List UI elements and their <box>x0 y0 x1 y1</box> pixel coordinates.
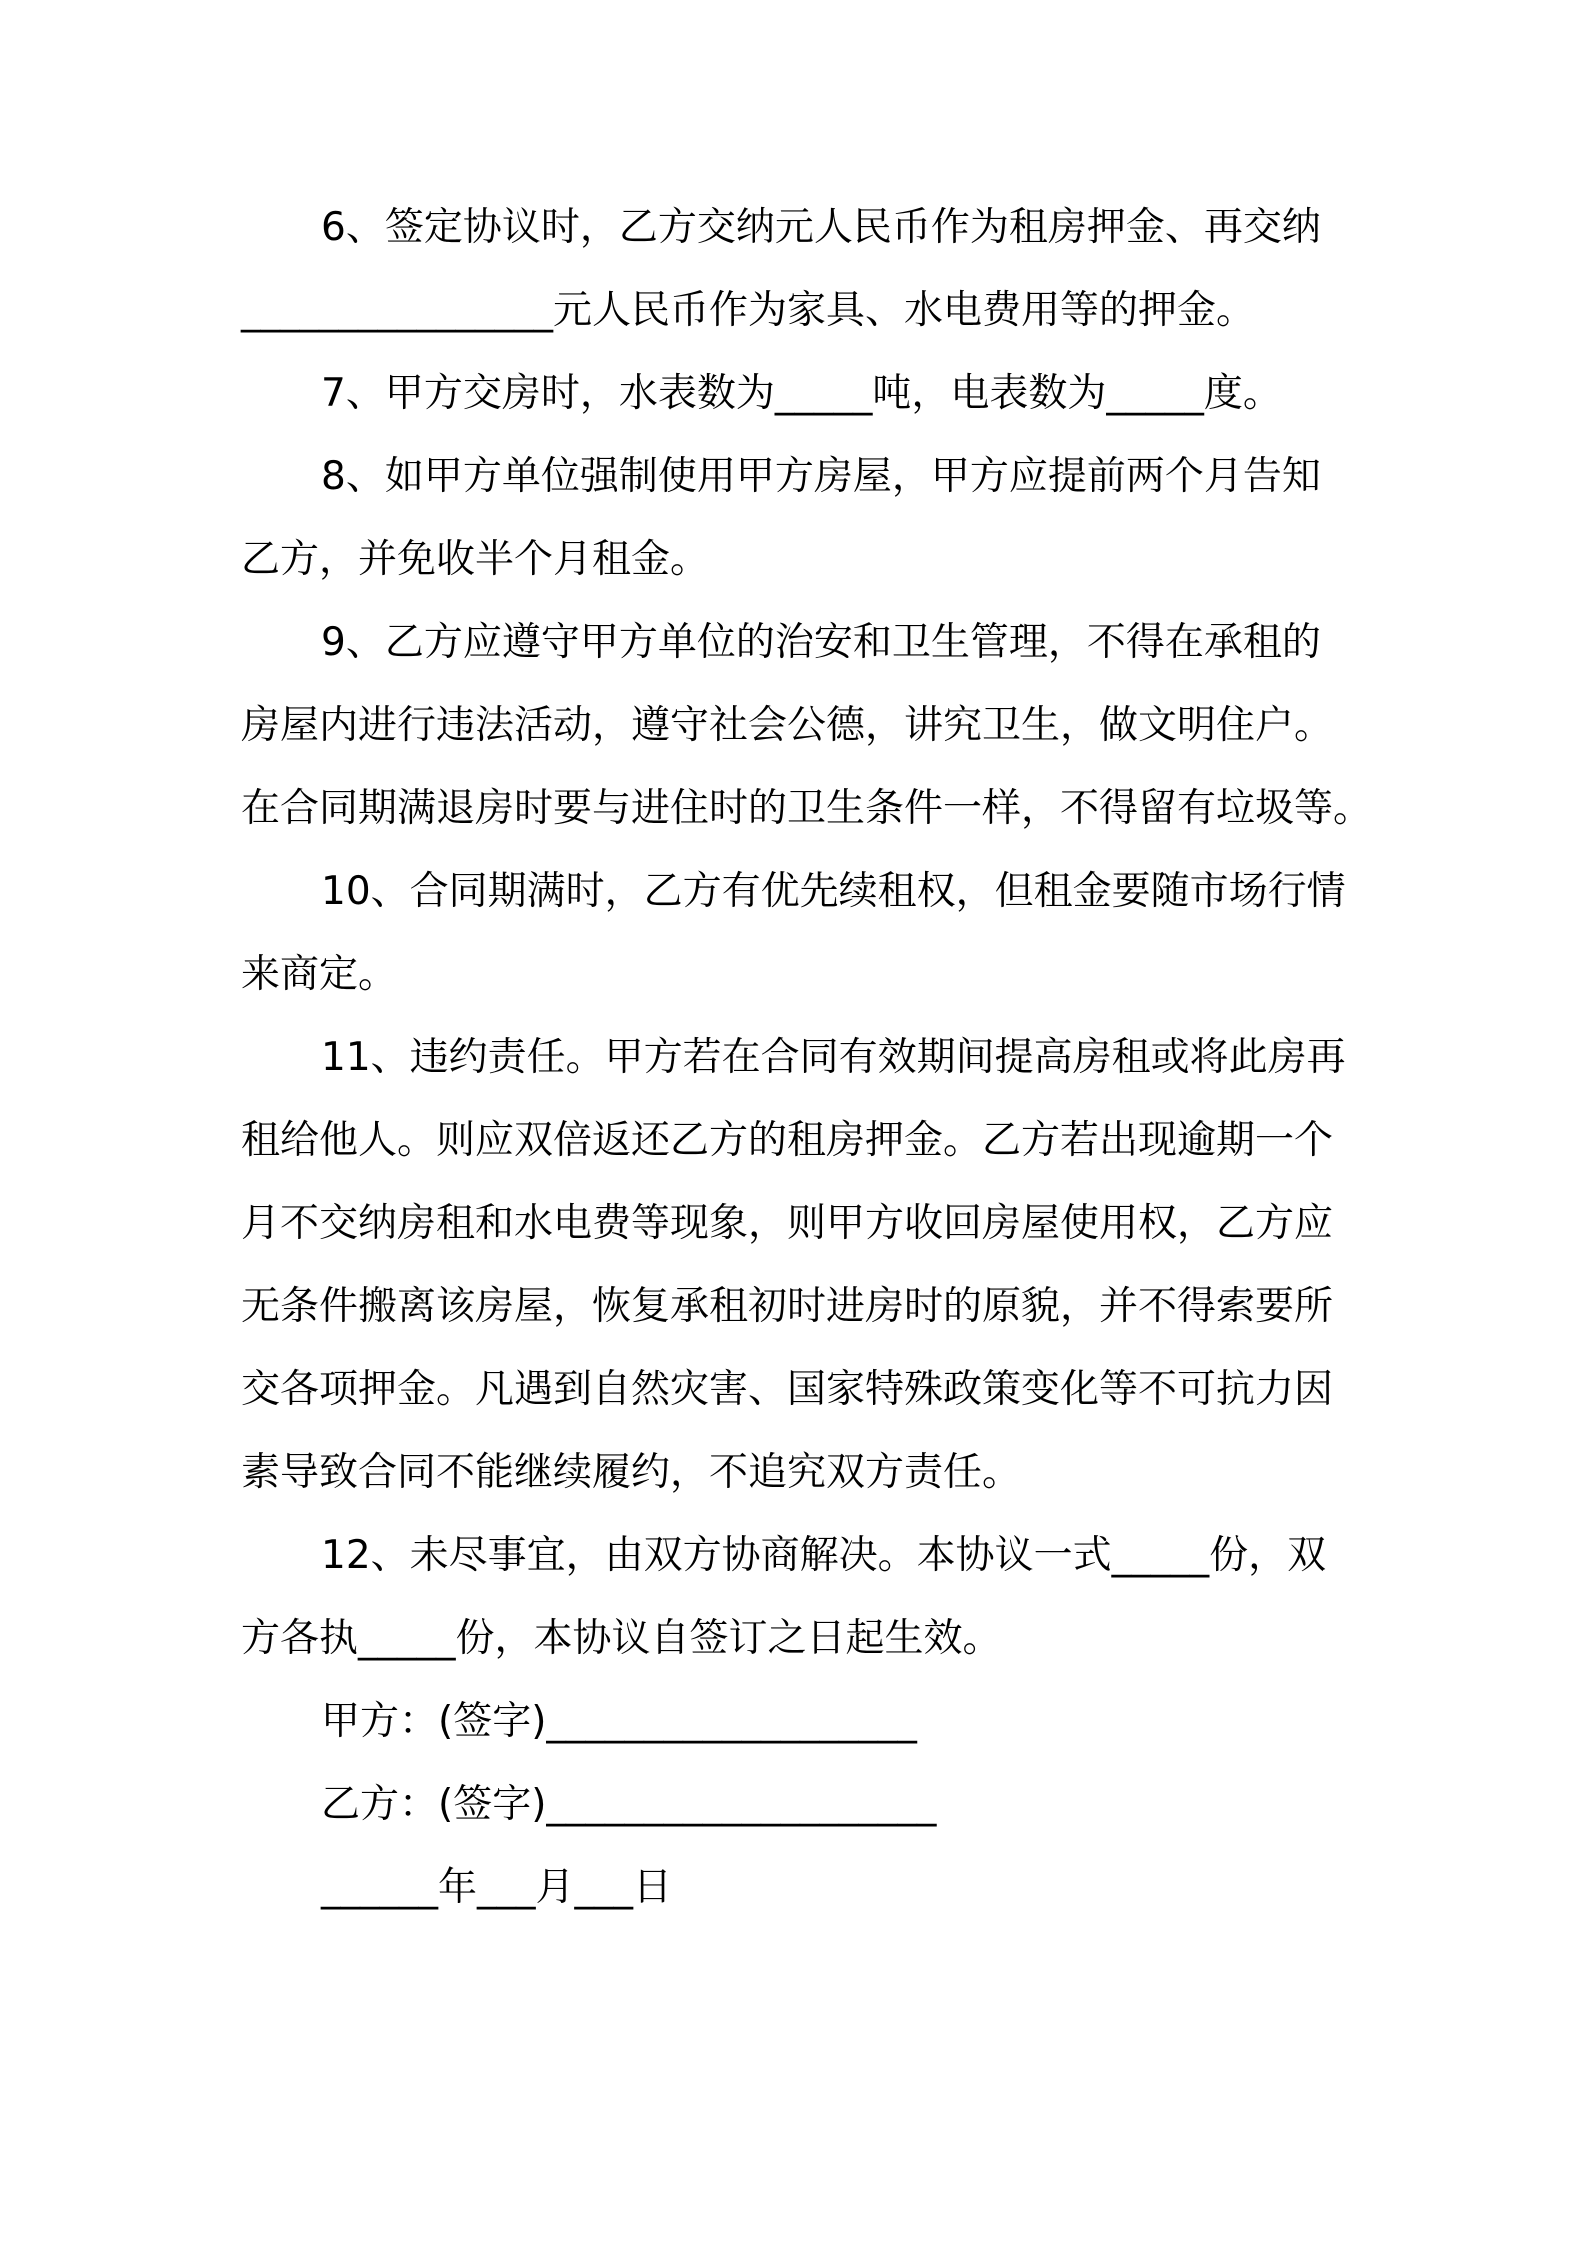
clause-9-line-3: 在合同期满退房时要与进住时的卫生条件一样，不得留有垃圾等。 <box>241 786 1373 831</box>
clause-11-line-4: 无条件搬离该房屋，恢复承租初时进房时的原貌，并不得索要所 <box>241 1284 1334 1329</box>
clause-10-line-2: 来商定。 <box>241 952 398 997</box>
clause-8-line-2: 乙方，并免收半个月租金。 <box>241 537 710 582</box>
clause-10-line-1: 10、合同期满时，乙方有优先续租权，但租金要随市场行情 <box>321 869 1346 914</box>
clause-6-line-1: 6、签定协议时，乙方交纳元人民币作为租房押金、再交纳 <box>321 205 1321 250</box>
party-a-signature: 甲方：(签字)___________________ <box>321 1699 917 1744</box>
clause-7-line-1: 7、甲方交房时，水表数为_____吨，电表数为_____度。 <box>321 371 1282 416</box>
date-line: ______年___月___日 <box>321 1865 673 1910</box>
party-b-signature: 乙方：(签字)____________________ <box>321 1782 937 1827</box>
clause-12-line-2: 方各执_____份，本协议自签订之日起生效。 <box>241 1616 1002 1661</box>
clause-11-line-2: 租给他人。则应双倍返还乙方的租房押金。乙方若出现逾期一个 <box>241 1118 1334 1163</box>
clause-12-line-1: 12、未尽事宜，由双方协商解决。本协议一式_____份，双 <box>321 1533 1327 1578</box>
clause-11-line-5: 交各项押金。凡遇到自然灾害、国家特殊政策变化等不可抗力因 <box>241 1367 1334 1412</box>
clause-11-line-3: 月不交纳房租和水电费等现象，则甲方收回房屋使用权，乙方应 <box>241 1201 1334 1246</box>
clause-9-line-2: 房屋内进行违法活动，遵守社会公德，讲究卫生，做文明住户。 <box>241 703 1334 748</box>
clause-8-line-1: 8、如甲方单位强制使用甲方房屋，甲方应提前两个月告知 <box>321 454 1321 499</box>
clause-9-line-1: 9、乙方应遵守甲方单位的治安和卫生管理，不得在承租的 <box>321 620 1321 665</box>
clause-11-line-6: 素导致合同不能继续履约，不追究双方责任。 <box>241 1450 1022 1495</box>
clause-11-line-1: 11、违约责任。甲方若在合同有效期间提高房租或将此房再 <box>321 1035 1346 1080</box>
clause-6-line-2: ________________元人民币作为家具、水电费用等的押金。 <box>241 288 1256 333</box>
